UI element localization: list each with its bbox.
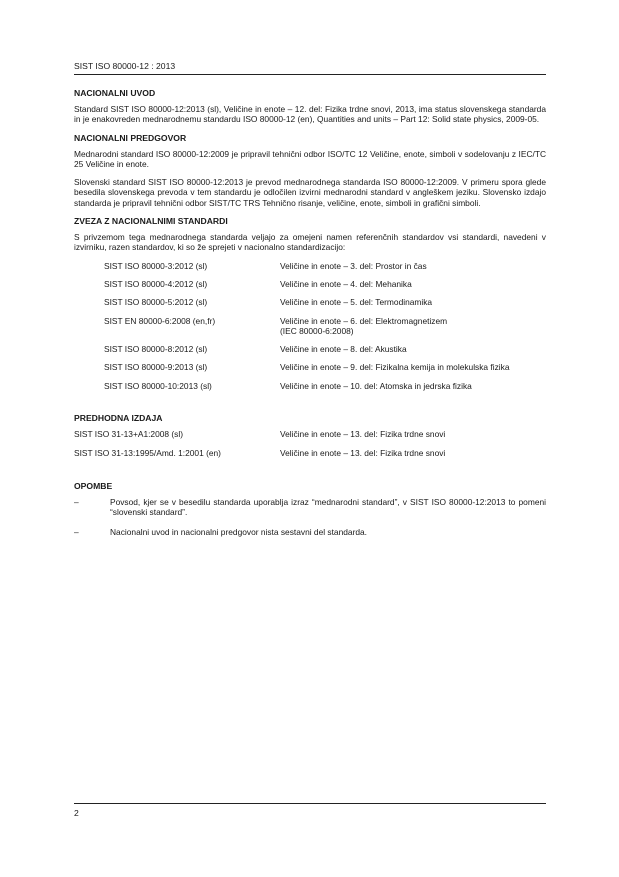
table-row bbox=[104, 344, 546, 354]
paragraph: S privzemom tega mednarodnega standarda veljajo za omejeni namen referenčnih standardov vsi standardi, navedeni v izvirniku, razen standardov, ki so že sprejeti v nacionalno standardizacijo: bbox=[74, 232, 546, 253]
footer-rule bbox=[74, 803, 546, 804]
table-row bbox=[104, 297, 546, 307]
standard-code: SIST ISO 80000-3:2012 (sl) bbox=[104, 260, 208, 271]
standard-title-iec: (IEC 80000-6:2008) bbox=[280, 325, 354, 336]
table-row bbox=[104, 316, 546, 337]
section-heading: OPOMBE bbox=[74, 480, 113, 491]
table-row bbox=[74, 429, 546, 439]
section-nacionalni-predgovor bbox=[74, 133, 546, 208]
standard-code: SIST EN 80000-6:2008 (en,fr) bbox=[104, 315, 216, 326]
section-heading: NACIONALNI PREDGOVOR bbox=[74, 132, 187, 143]
standard-code: SIST ISO 31-13+A1:2008 (sl) bbox=[74, 429, 184, 440]
standard-code: SIST ISO 80000-9:2013 (sl) bbox=[104, 362, 208, 373]
list-item bbox=[74, 497, 546, 518]
note-text: Nacionalni uvod in nacionalni predgovor nista sestavni del standarda. bbox=[110, 527, 367, 538]
page-content bbox=[74, 88, 546, 548]
standard-code: SIST ISO 80000-10:2013 (sl) bbox=[104, 380, 212, 391]
standard-title bbox=[280, 316, 546, 337]
section-zveza-standardi bbox=[74, 216, 546, 391]
paragraph: Mednarodni standard ISO 80000-12:2009 je pripravil tehnični odbor ISO/TC 12 Veličine, enote, simboli v sodelovanju z IEC/TC 25 Veličine in enote. bbox=[74, 148, 546, 169]
standard-title: Veličine in enote – 5. del: Termodinamika bbox=[280, 297, 433, 308]
standard-title: Veličine in enote – 10. del: Atomska in jedrska fizika bbox=[280, 380, 472, 391]
running-header: SIST ISO 80000-12 : 2013 bbox=[74, 61, 176, 71]
table-row bbox=[104, 381, 546, 391]
standard-title: Veličine in enote – 13. del: Fizika trdne snovi bbox=[280, 448, 446, 459]
table-row bbox=[104, 362, 546, 372]
paragraph: Slovenski standard SIST ISO 80000-12:2013 je prevod mednarodnega standarda ISO 80000-12:2009. V primeru spora glede besedila slovenskega prevoda v tem standardu je odločilen izvirni mednarodni standard v angleškem jeziku. Slovensko izdajo standarda je pripravil tehnični odbor SIST/TC TRS Tehnično risanje, veličine, enote, simboli in grafični simboli. bbox=[74, 177, 546, 208]
document-page bbox=[74, 0, 546, 877]
paragraph: Standard SIST ISO 80000-12:2013 (sl), Veličine in enote – 12. del: Fizika trdne snovi, 2013, ima status slovenskega standarda in je enakovreden mednarodnemu standardu ISO 80000-12 (en), Quantities and units – Part 12: Solid state physics, 2009-05. bbox=[74, 104, 546, 125]
table-row bbox=[104, 261, 546, 271]
section-heading: ZVEZA Z NACIONALNIMI STANDARDI bbox=[74, 216, 228, 227]
standard-title: Veličine in enote – 13. del: Fizika trdne snovi bbox=[280, 429, 446, 440]
section-opombe bbox=[74, 481, 546, 538]
standard-code: SIST ISO 80000-8:2012 (sl) bbox=[104, 344, 208, 355]
standard-code: SIST ISO 31-13:1995/Amd. 1:2001 (en) bbox=[74, 448, 221, 459]
page-number: 2 bbox=[74, 808, 79, 818]
header-rule bbox=[74, 74, 546, 75]
section-heading: NACIONALNI UVOD bbox=[74, 88, 156, 98]
standard-code: SIST ISO 80000-5:2012 (sl) bbox=[104, 297, 208, 308]
note-text: Povsod, kjer se v besedilu standarda uporablja izraz “mednarodni standard”, v SIST ISO 80000-12:2013 to pomeni “slovenski standard”. bbox=[110, 496, 546, 517]
standard-title: Veličine in enote – 3. del: Prostor in čas bbox=[280, 260, 427, 271]
section-heading: PREDHODNA IZDAJA bbox=[74, 413, 163, 424]
dash-bullet: – bbox=[74, 527, 79, 538]
table-row bbox=[74, 448, 546, 458]
section-nacionalni-uvod bbox=[74, 88, 546, 125]
standards-table bbox=[104, 261, 546, 391]
standard-title-line: Veličine in enote – 6. del: Elektromagnetizem bbox=[280, 315, 448, 326]
table-row bbox=[104, 279, 546, 289]
standard-code: SIST ISO 80000-4:2012 (sl) bbox=[104, 278, 208, 289]
standard-title: Veličine in enote – 4. del: Mehanika bbox=[280, 278, 412, 289]
dash-bullet: – bbox=[74, 496, 79, 507]
list-item bbox=[74, 527, 546, 537]
section-predhodna-izdaja bbox=[74, 413, 546, 459]
standard-title: Veličine in enote – 9. del: Fizikalna kemija in molekulska fizika bbox=[280, 362, 510, 373]
standard-title: Veličine in enote – 8. del: Akustika bbox=[280, 344, 407, 355]
